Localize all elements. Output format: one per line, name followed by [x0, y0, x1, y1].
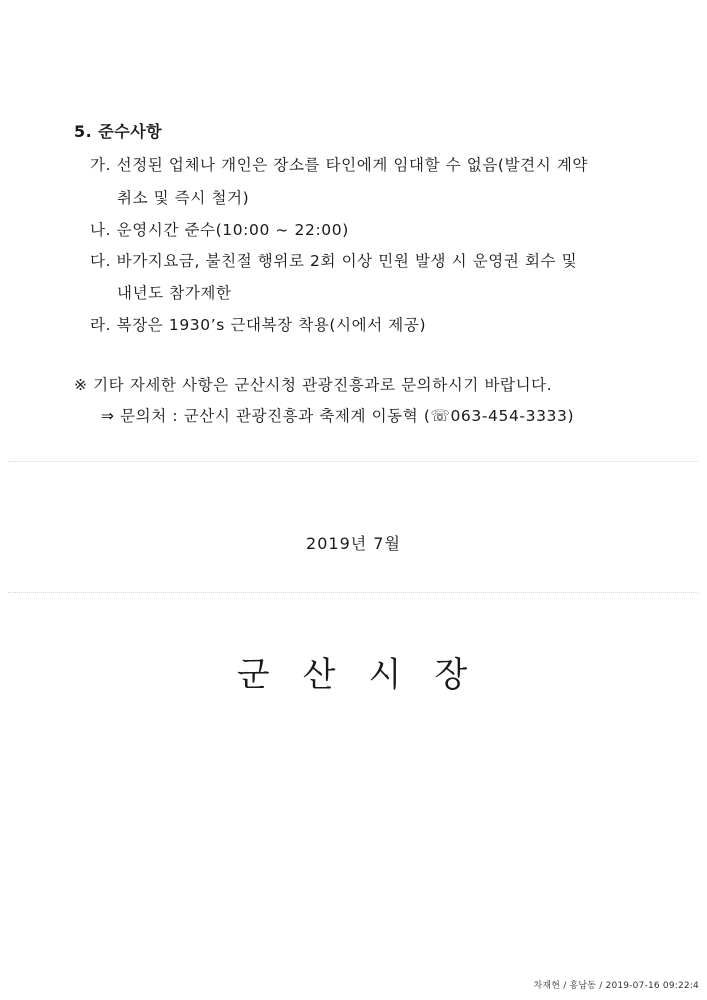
contact-info: ⇒ 문의처 : 군산시 관광진흥과 축제계 이동혁 (☏063-454-3333)	[101, 407, 575, 425]
list-item-continuation: 내년도 참가제한	[117, 284, 232, 302]
list-item: 나. 운영시간 준수(10:00 ~ 22:00)	[90, 221, 349, 239]
notice-text: ※ 기타 자세한 사항은 군산시청 관광진흥과로 문의하시기 바랍니다.	[74, 376, 553, 394]
divider-line	[8, 461, 698, 462]
section-title: 5. 준수사항	[74, 122, 163, 141]
document-date: 2019년 7월	[306, 534, 401, 553]
print-stamp: 차재현 / 홍남동 / 2019-07-16 09:22:4	[533, 981, 699, 991]
list-item: 라. 복장은 1930’s 근대복장 착용(시에서 제공)	[90, 316, 427, 334]
list-item: 가. 선정된 업체나 개인은 장소를 타인에게 임대할 수 없음(발견시 계약	[90, 156, 588, 174]
list-item: 다. 바가지요금, 불친절 행위로 2회 이상 민원 발생 시 운영권 회수 및	[90, 252, 578, 270]
divider-line	[8, 592, 698, 593]
list-item-continuation: 취소 및 즉시 철거)	[117, 189, 250, 207]
issuer-signature: 군산시장	[236, 655, 501, 695]
